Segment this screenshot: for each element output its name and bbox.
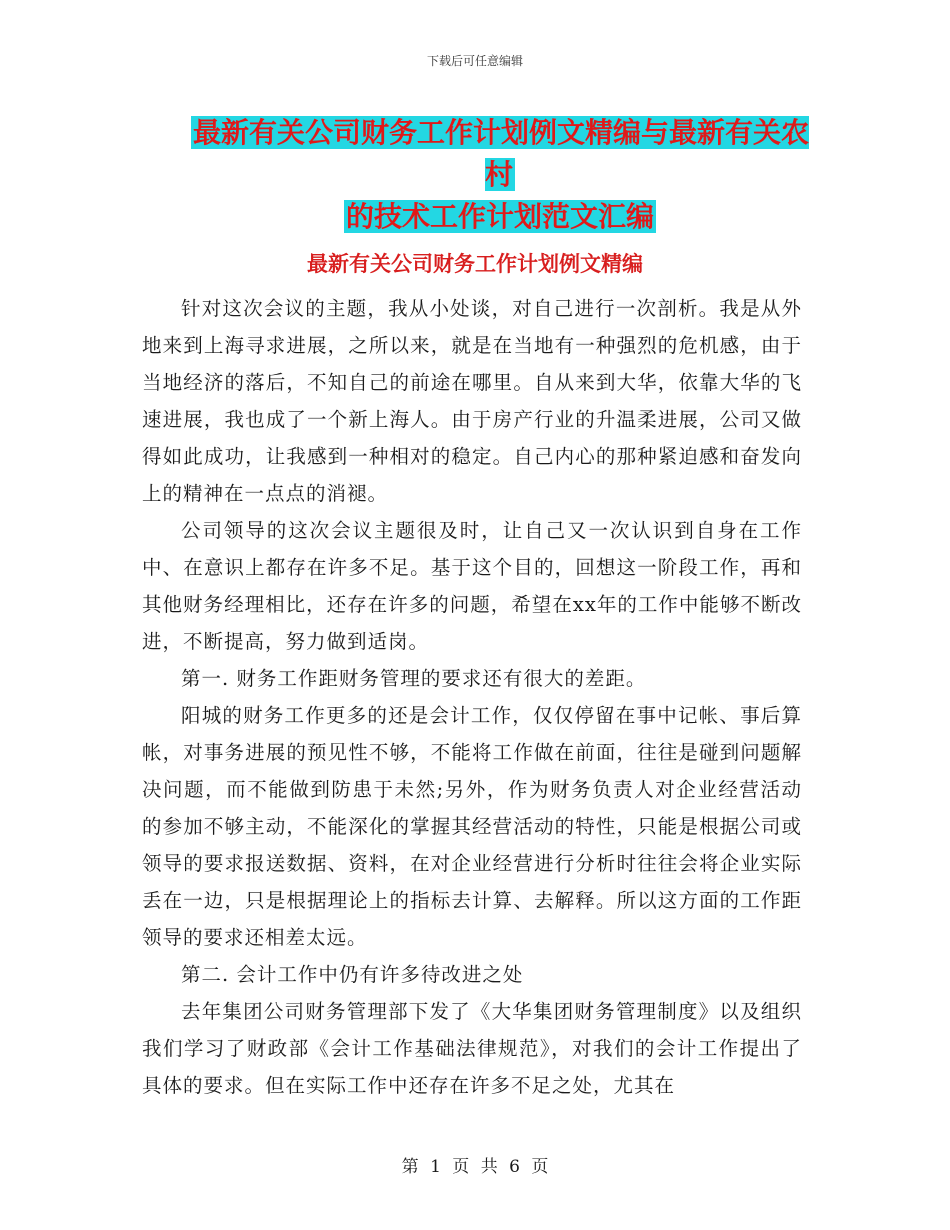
document-title-line-2: 的技术工作计划范文汇编 (345, 200, 654, 233)
body-paragraph-2: 公司领导的这次会议主题很及时，让自己又一次认识到自身在工作中、在意识上都存在许多不足。基于这个目的，回想这一阶段工作，再和其他财务经理相比，还存在许多的问题，希望在xx年的工作中能够不断改进，不断提高，努力做到适岗。 (142, 519, 802, 653)
document-body (142, 290, 802, 1104)
body-paragraph-1: 针对这次会议的主题，我从小处谈，对自己进行一次剖析。我是从外地来到上海寻求进展，之所以来，就是在当地有一种强烈的危机感，由于当地经济的落后，不知自己的前途在哪里。自从来到大华，依靠大华的飞速进展，我也成了一个新上海人。由于房产行业的升温柔进展，公司又做得如此成功，让我感到一种相对的稳定。自己内心的那种紧迫感和奋发向上的精神在一点点的消褪。 (142, 297, 802, 505)
section-title: 最新有关公司财务工作计划例文精编 (307, 252, 643, 276)
body-paragraph-4: 去年集团公司财务管理部下发了《大华集团财务管理制度》以及组织我们学习了财政部《会计工作基础法律规范》，对我们的会计工作提出了具体的要求。但在实际工作中还存在许多不足之处，尤其在 (142, 1000, 802, 1097)
page-number-footer: 第 1 页 共 6 页 (401, 1157, 549, 1177)
document-title-line-1: 最新有关公司财务工作计划例文精编与最新有关农村 (192, 116, 809, 191)
document-title (190, 112, 810, 238)
body-paragraph-3: 阳城的财务工作更多的还是会计工作，仅仅停留在事中记帐、事后算帐，对事务进展的预见性不够，不能将工作做在前面，往往是碰到问题解决问题，而不能做到防患于未然;另外，作为财务负责人对企业经营活动的参加不够主动，不能深化的掌握其经营活动的特性，只能是根据公司或领导的要求报送数据、资料，在对企业经营进行分析时往往会将企业实际丢在一边，只是根据理论上的指标去计算、去解释。所以这方面的工作距领导的要求还相差太远。 (142, 704, 802, 949)
body-heading-2: 第二. 会计工作中仍有许多待改进之处 (181, 963, 524, 986)
body-heading-1: 第一. 财务工作距财务管理的要求还有很大的差距。 (181, 667, 647, 690)
page-header-note: 下载后可任意编辑 (426, 54, 523, 68)
